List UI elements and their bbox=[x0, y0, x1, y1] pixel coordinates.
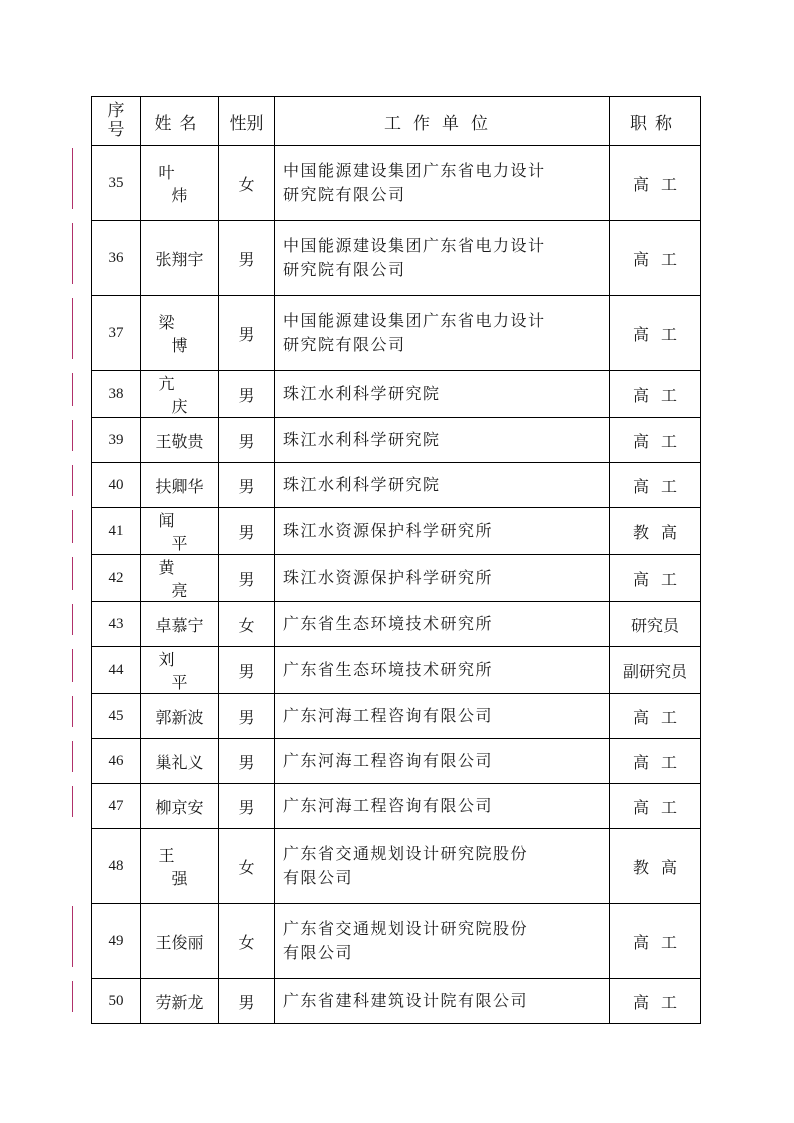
row-title: 高工 bbox=[610, 555, 701, 602]
row-name: 扶卿华 bbox=[141, 463, 219, 508]
row-title: 高工 bbox=[610, 371, 701, 418]
row-unit-line: 珠江水利科学研究院 bbox=[283, 430, 441, 449]
row-unit bbox=[275, 296, 610, 371]
row-gender: 男 bbox=[219, 463, 275, 508]
margin-change-bar bbox=[72, 741, 73, 772]
row-unit bbox=[275, 418, 610, 463]
row-name: 王强 bbox=[141, 829, 219, 904]
table-row bbox=[92, 904, 701, 979]
header-gender: 性别 bbox=[219, 97, 275, 146]
table-row bbox=[92, 463, 701, 508]
row-unit-line: 广东省交通规划设计研究院股份 bbox=[283, 844, 529, 863]
table-row bbox=[92, 694, 701, 739]
table-row bbox=[92, 508, 701, 555]
table-row bbox=[92, 371, 701, 418]
table-row bbox=[92, 647, 701, 694]
row-title: 教高 bbox=[610, 829, 701, 904]
row-seq: 39 bbox=[92, 418, 141, 463]
row-name: 郭新波 bbox=[141, 694, 219, 739]
row-unit bbox=[275, 784, 610, 829]
table-row bbox=[92, 784, 701, 829]
row-name: 梁博 bbox=[141, 296, 219, 371]
row-unit bbox=[275, 739, 610, 784]
table-row bbox=[92, 221, 701, 296]
row-unit-line: 广东省生态环境技术研究所 bbox=[283, 614, 494, 633]
row-unit-line: 广东省建科建筑设计院有限公司 bbox=[283, 991, 529, 1010]
table-row bbox=[92, 602, 701, 647]
row-gender: 女 bbox=[219, 829, 275, 904]
row-unit bbox=[275, 463, 610, 508]
row-seq: 44 bbox=[92, 647, 141, 694]
row-gender: 男 bbox=[219, 647, 275, 694]
table-row bbox=[92, 829, 701, 904]
row-gender: 男 bbox=[219, 979, 275, 1024]
row-gender: 男 bbox=[219, 221, 275, 296]
row-unit bbox=[275, 221, 610, 296]
header-seq: 序 号 bbox=[92, 97, 141, 146]
margin-change-bar bbox=[72, 510, 73, 543]
margin-change-bar bbox=[72, 649, 73, 682]
table-row bbox=[92, 296, 701, 371]
margin-change-bar bbox=[72, 148, 73, 209]
margin-change-bar bbox=[72, 223, 73, 284]
row-unit bbox=[275, 829, 610, 904]
row-unit-line: 有限公司 bbox=[283, 868, 354, 887]
row-seq: 47 bbox=[92, 784, 141, 829]
table-row bbox=[92, 418, 701, 463]
row-gender: 女 bbox=[219, 602, 275, 647]
row-unit-line: 研究院有限公司 bbox=[283, 185, 406, 204]
row-title: 高工 bbox=[610, 904, 701, 979]
row-name: 柳京安 bbox=[141, 784, 219, 829]
row-unit-line: 研究院有限公司 bbox=[283, 260, 406, 279]
row-gender: 男 bbox=[219, 371, 275, 418]
row-seq: 38 bbox=[92, 371, 141, 418]
row-name: 卓慕宁 bbox=[141, 602, 219, 647]
row-unit bbox=[275, 555, 610, 602]
row-gender: 男 bbox=[219, 296, 275, 371]
row-unit-line: 珠江水资源保护科学研究所 bbox=[283, 568, 494, 587]
row-seq: 36 bbox=[92, 221, 141, 296]
row-unit-line: 广东省交通规划设计研究院股份 bbox=[283, 919, 529, 938]
row-name: 巢礼义 bbox=[141, 739, 219, 784]
margin-change-bar bbox=[72, 786, 73, 817]
table-row bbox=[92, 739, 701, 784]
row-name: 王敬贵 bbox=[141, 418, 219, 463]
row-unit bbox=[275, 647, 610, 694]
margin-change-bar bbox=[72, 906, 73, 967]
table-row bbox=[92, 146, 701, 221]
row-title: 高工 bbox=[610, 221, 701, 296]
row-gender: 男 bbox=[219, 418, 275, 463]
row-seq: 48 bbox=[92, 829, 141, 904]
table-body bbox=[92, 146, 701, 1024]
row-title: 高工 bbox=[610, 418, 701, 463]
row-title: 高工 bbox=[610, 739, 701, 784]
row-name: 叶炜 bbox=[141, 146, 219, 221]
row-title: 高工 bbox=[610, 296, 701, 371]
row-unit-line: 中国能源建设集团广东省电力设计 bbox=[283, 311, 546, 330]
header-unit: 工作单位 bbox=[275, 97, 610, 146]
row-title: 副研究员 bbox=[610, 647, 701, 694]
row-unit-line: 广东河海工程咨询有限公司 bbox=[283, 706, 494, 725]
row-seq: 37 bbox=[92, 296, 141, 371]
expert-roster-table bbox=[91, 96, 701, 1024]
row-gender: 男 bbox=[219, 784, 275, 829]
row-unit-line: 珠江水利科学研究院 bbox=[283, 475, 441, 494]
header-name: 姓名 bbox=[141, 97, 219, 146]
row-title: 高工 bbox=[610, 784, 701, 829]
row-unit-line: 广东河海工程咨询有限公司 bbox=[283, 796, 494, 815]
row-name: 王俊丽 bbox=[141, 904, 219, 979]
margin-change-bar bbox=[72, 981, 73, 1012]
row-name: 劳新龙 bbox=[141, 979, 219, 1024]
row-unit bbox=[275, 904, 610, 979]
row-title: 高工 bbox=[610, 463, 701, 508]
row-unit-line: 珠江水利科学研究院 bbox=[283, 384, 441, 403]
row-unit-line: 珠江水资源保护科学研究所 bbox=[283, 521, 494, 540]
row-name: 张翔宇 bbox=[141, 221, 219, 296]
row-title: 研究员 bbox=[610, 602, 701, 647]
row-unit-line: 有限公司 bbox=[283, 943, 354, 962]
row-gender: 男 bbox=[219, 739, 275, 784]
margin-change-bar bbox=[72, 696, 73, 727]
row-title: 高工 bbox=[610, 694, 701, 739]
margin-change-bar bbox=[72, 298, 73, 359]
row-gender: 女 bbox=[219, 904, 275, 979]
row-title: 高工 bbox=[610, 146, 701, 221]
table-header-row bbox=[92, 97, 701, 146]
row-title: 教高 bbox=[610, 508, 701, 555]
row-unit bbox=[275, 508, 610, 555]
row-name: 闻平 bbox=[141, 508, 219, 555]
row-seq: 50 bbox=[92, 979, 141, 1024]
row-unit bbox=[275, 602, 610, 647]
margin-change-bar bbox=[72, 373, 73, 406]
row-unit-line: 研究院有限公司 bbox=[283, 335, 406, 354]
row-unit-line: 中国能源建设集团广东省电力设计 bbox=[283, 161, 546, 180]
row-seq: 45 bbox=[92, 694, 141, 739]
margin-change-bar bbox=[72, 604, 73, 635]
row-gender: 女 bbox=[219, 146, 275, 221]
header-title: 职称 bbox=[610, 97, 701, 146]
row-name: 刘平 bbox=[141, 647, 219, 694]
table-row bbox=[92, 555, 701, 602]
row-seq: 49 bbox=[92, 904, 141, 979]
row-unit bbox=[275, 694, 610, 739]
row-name: 黄亮 bbox=[141, 555, 219, 602]
margin-change-bar bbox=[72, 557, 73, 590]
row-seq: 42 bbox=[92, 555, 141, 602]
row-unit-line: 广东河海工程咨询有限公司 bbox=[283, 751, 494, 770]
row-seq: 40 bbox=[92, 463, 141, 508]
margin-change-bar bbox=[72, 465, 73, 496]
row-seq: 46 bbox=[92, 739, 141, 784]
table-row bbox=[92, 979, 701, 1024]
row-gender: 男 bbox=[219, 508, 275, 555]
row-name: 亢庆 bbox=[141, 371, 219, 418]
row-unit-line: 广东省生态环境技术研究所 bbox=[283, 660, 494, 679]
margin-change-bar bbox=[72, 420, 73, 451]
row-gender: 男 bbox=[219, 555, 275, 602]
row-unit bbox=[275, 371, 610, 418]
row-title: 高工 bbox=[610, 979, 701, 1024]
row-unit bbox=[275, 146, 610, 221]
row-unit-line: 中国能源建设集团广东省电力设计 bbox=[283, 236, 546, 255]
row-unit bbox=[275, 979, 610, 1024]
row-seq: 43 bbox=[92, 602, 141, 647]
row-seq: 41 bbox=[92, 508, 141, 555]
row-gender: 男 bbox=[219, 694, 275, 739]
row-seq: 35 bbox=[92, 146, 141, 221]
